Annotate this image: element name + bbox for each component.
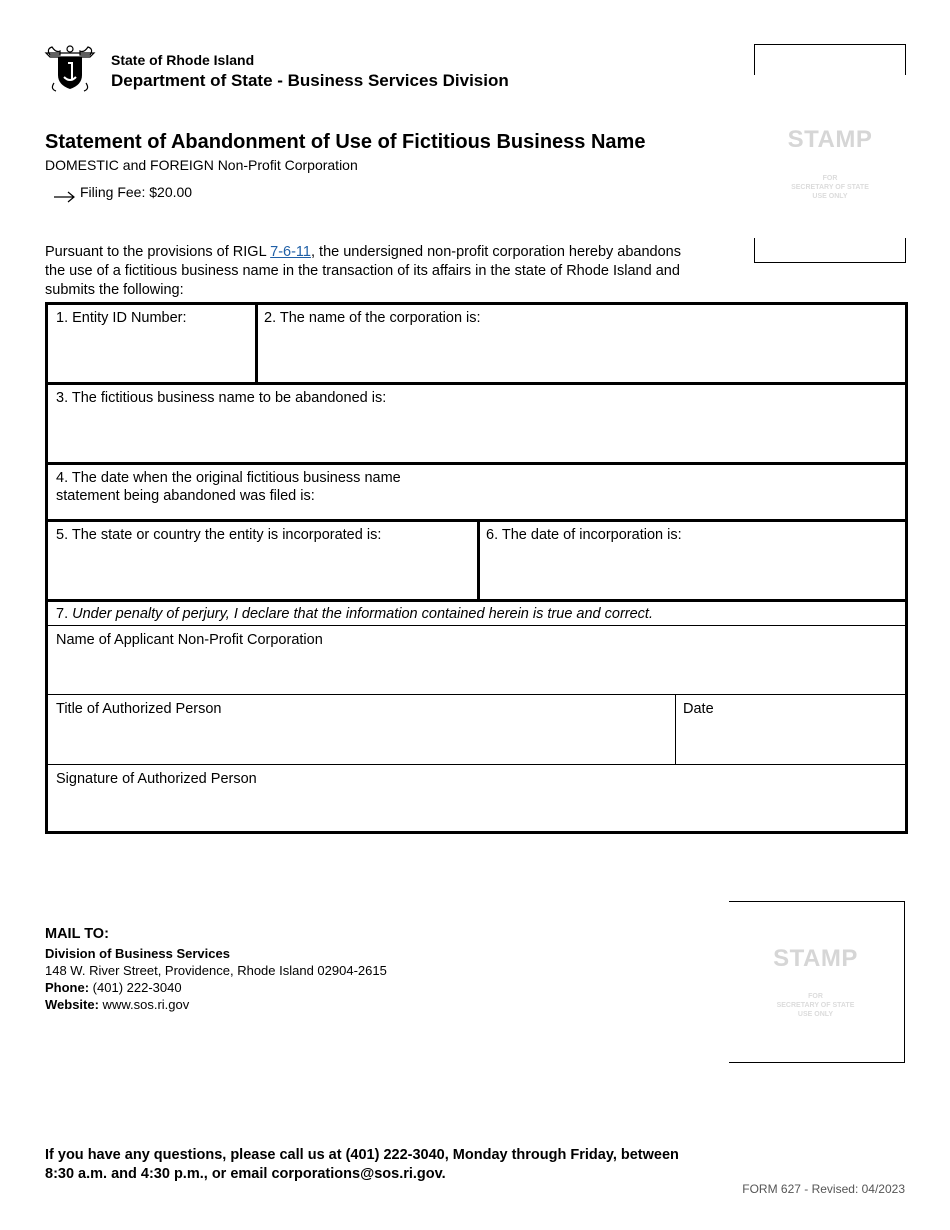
state-country-field[interactable]: 5. The state or country the entity is incorporated is: — [56, 527, 382, 543]
mail-address-block: Division of Business Services 148 W. River Street, Providence, Rhode Island 02904-2615 Phone: (401) 222-3040 Website: www.sos.ri.gov — [45, 946, 387, 1012]
form-table — [45, 302, 908, 834]
stamp-area-bottom — [726, 901, 905, 1063]
stamp-note: FOR SECRETARY OF STATE USE ONLY — [776, 993, 855, 1018]
header-state: State of Rhode Island — [111, 52, 255, 68]
authorized-title-field[interactable]: Title of Authorized Person — [56, 701, 222, 717]
applicant-name-field[interactable]: Name of Applicant Non-Profit Corporation — [56, 632, 323, 648]
stamp-note: FOR SECRETARY OF STATE USE ONLY — [791, 175, 869, 200]
stamp-area-top — [754, 44, 906, 263]
entity-id-field[interactable]: 1. Entity ID Number: — [56, 310, 187, 326]
signature-field[interactable]: Signature of Authorized Person — [56, 771, 257, 787]
filing-fee: Filing Fee: $20.00 — [80, 184, 193, 200]
stamp-title: STAMP — [773, 945, 858, 972]
mail-phone: (401) 222-3040 — [89, 980, 182, 995]
incorporation-date-field[interactable]: 6. The date of incorporation is: — [486, 527, 682, 543]
mail-website: www.sos.ri.gov — [98, 997, 190, 1012]
intro-paragraph: Pursuant to the provisions of RIGL 7-6-11, the undersigned non-profit corporation hereby abandons the use of a fictitious business name in the transaction of its affairs in the state of Rhode Island and submits the following: — [45, 244, 681, 298]
date-field[interactable]: Date — [683, 701, 714, 717]
rigl-link[interactable]: 7-6-11 — [270, 244, 311, 260]
stamp-title: STAMP — [787, 126, 873, 153]
mail-to-heading: MAIL TO: — [45, 926, 109, 942]
header-department: Department of State - Business Services Division — [111, 71, 509, 90]
perjury-statement: 7. Under penalty of perjury, I declare that the information contained herein is true and correct. — [56, 606, 653, 622]
mail-address: 148 W. River Street, Providence, Rhode Island 02904-2615 — [45, 963, 387, 978]
questions-footer: If you have any questions, please call us at (401) 222-3040, Monday through Friday, between 8:30 a.m. and 4:30 p.m., or email corporations@sos.ri.gov. — [45, 1147, 679, 1182]
arrow-right-icon — [53, 187, 77, 203]
mail-division: Division of Business Services — [45, 946, 230, 961]
form-subtitle: DOMESTIC and FOREIGN Non-Profit Corporation — [45, 157, 358, 173]
form-title: Statement of Abandonment of Use of Fictitious Business Name — [45, 131, 646, 153]
original-filing-date-field[interactable]: 4. The date when the original fictitious business name statement being abandoned was filed is: — [56, 470, 401, 504]
corporation-name-field[interactable]: 2. The name of the corporation is: — [264, 310, 481, 326]
form-number: FORM 627 - Revised: 04/2023 — [742, 1182, 905, 1196]
state-seal-logo — [44, 43, 96, 93]
fictitious-name-field[interactable]: 3. The fictitious business name to be abandoned is: — [56, 390, 387, 406]
